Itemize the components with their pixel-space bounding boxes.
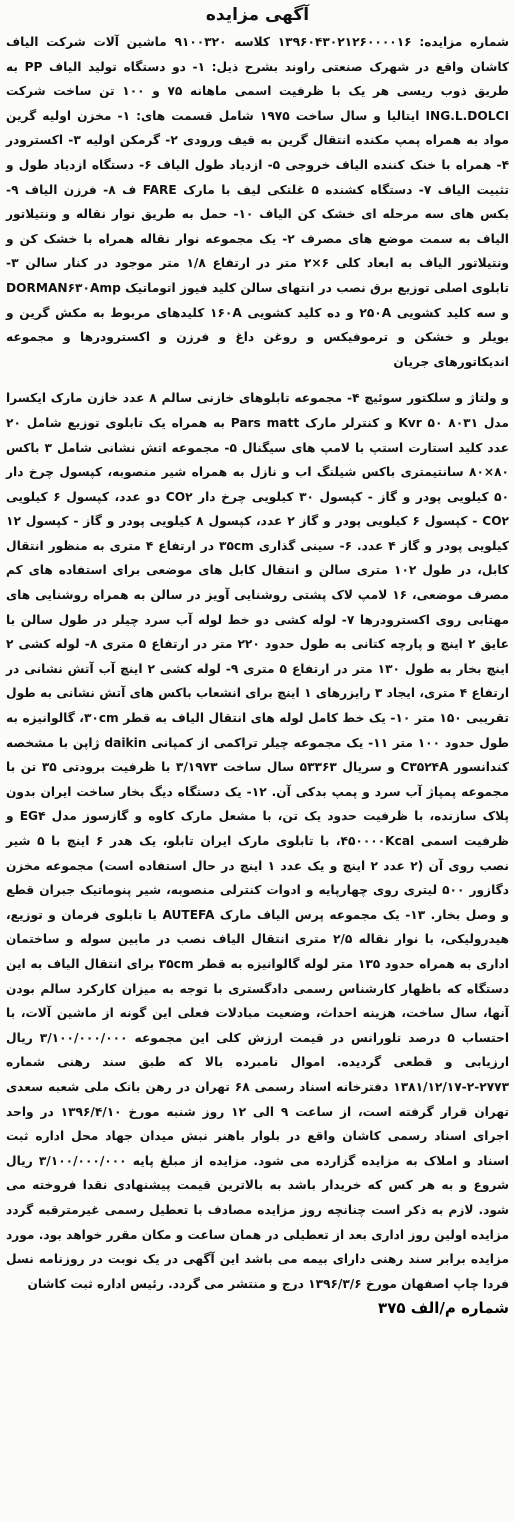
notice-reference-number: شماره م/الف ۳۷۵: [378, 1299, 509, 1318]
notice-body-part-1: شماره مزایده: ۱۳۹۶۰۴۳۰۲۱۲۶۰۰۰۰۱۶ کلاسه ۹۱۰۰۳۲۰ ماشین آلات شرکت الیاف کاشان واقع در شهرک صنعتی راوند بشرح ذیل: ۱- دو دستگاه تولید الیاف PP به طریق ذوب ریسی هر یک با ظرفیت اسمی ماهانه ۷۵ و ۱۰۰ تن ساخت شرکت ING.L.DOLCI ایتالیا و سال ساخت ۱۹۷۵ شامل قسمت های: ۱- مخزن اولیه گرین مواد به همراه پمپ مکنده انتقال گرین به قیف ورودی ۲- گرمکن اولیه ۳- اکسترودر ۴- همراه با خنک کننده الیاف خروجی ۵- ازدیاد طول الیاف ۶- دستگاه ازدیاد طول و تثبیت الیاف ۷- دستگاه کشنده ۵ غلتکی لیف با مارک FARE ف ۸- فرزن الیاف ۹- بکس های سه مرحله ای خشک کن الیاف ۱۰- حمل به طریق نوار نقاله و ونتیلاتور الیاف به سمت موضع های مصرف ۲- یک مجموعه نوار نقاله همراه با خشک کن و ونتیلاتور الیاف به ابعاد کلی ۶×۲ متر در ارتفاع ۱/۸ متر موجود در کنار سالن ۳- تابلوی اصلی توزیع برق نصب در انتهای سالن کلید فیوز اتوماتیک DORMAN۶۳۰Amp و سه کلید کشویی ۲۵۰A و ده کلید کشویی ۱۶۰A کلیدهای مربوط به مکش گرین و بویلر و خشکن و ترموفیکس و روغن داغ و فرزن و اکسترودرها و مجموعه اندیکاتورهای جریان: [6, 35, 510, 369]
column-break: [6, 374, 509, 386]
notice-title: آگهی مزایده: [205, 5, 310, 25]
notice-body-part-2: و ولتاژ و سلکتور سوئیچ ۴- مجموعه تابلوهای خازنی سالم ۸ عدد خازن مارک ایکسرا مدل ۸۰۳۱ Kvr ۵۰ و کنترلر مارک Pars matt به همراه یک تابلوی توزیع شامل ۲۰ عدد کلید استارت استپ با لامپ های سیگنال ۵- مجموعه اتش نشانی شامل ۳ باکس ۸۰×۸۰ سانتیمتری باکس شیلنگ اب و نازل به همراه شیر منصوبه، کپسول چرخ دار ۵۰ کیلویی پودر و گاز - کپسول ۳۰ کیلویی چرخ دار CO۲ دو عدد، کپسول ۶ کیلویی CO۲ - کپسول ۶ کیلویی پودر و گاز ۲ عدد، کپسول ۸ کیلویی پودر و گاز - کپسول ۱۲ کیلویی پودر و گاز ۴ عدد. ۶- سینی گذاری ۳۵cm در ارتفاع ۴ متری به منظور انتقال کابل، در طول ۱۰۲ متری سالن و انتقال کابل های موضعی برای استفاده های کم مصرف موضعی، ۱۶ لامپ لاک پشتی روشنایی آویز در سالن به همراه روشنایی های مهتابی روی اکسترودرها ۷- لوله کشی دو خط لوله آب سرد چیلر در طول سالن با عایق ۲ اینچ و پارچه کتانی به طول حدود ۲۲۰ متر در ارتفاع ۵ متری ۸- لوله کشی ۲ اینچ بخار به طول ۱۳۰ متر در ارتفاع ۵ متری ۹- لوله کشی ۲ اینچ آب آتش نشانی در ارتفاع ۴ متری، ایجاد ۳ رایزرهای ۱ اینچ برای انشعاب باکس های آتش نشانی به طول تقریبی ۱۵۰ متر ۱۰- یک خط کامل لوله های انتقال الیاف به قطر ۳۰cm، گالوانیزه به طول حدود ۱۰۰ متر ۱۱- یک مجموعه چیلر تراکمی از کمپانی daikin ژاپن با مشخصه کندانسور C۳۵۲۴A و سریال ۵۳۳۶۳ سال ساخت ۳/۱۹۷۳ با ظرفیت برودتی ۳۵ تن با مجموعه پمپاژ آب سرد و پمپ بدکی آن. ۱۲- یک دستگاه دیگ بخار ساخت ایران بدون پلاک سازنده، با ظرفیت حدود یک تن، با مشعل مارک کاوه و گازسوز مدل EG۴ و ظرفیت اسمی ۴۵۰۰۰۰Kcal، با تابلوی مارک ایران تابلو، یک هدر ۶ اینچ با ۵ شیر نصب روی آن (۲ عدد ۲ اینچ و یک عدد ۱ اینچ در حال استفاده است) مجموعه مخزن دگازور ۵۰۰ لیتری روی چهارپایه و ادوات کنترلی منصوبه، شیر پنوماتیک جبران قطع و وصل بخار. ۱۳- یک مجموعه پرس الیاف مارک AUTEFA با تابلوی فرمان و توزیع، هیدرولیکی، با نوار نقاله ۲/۵ متری انتقال الیاف نصب در مابین سوله و ساختمان اداری به همراه حدود ۱۳۵ متر لوله گالوانیزه به قطر ۳۵cm برای انتقال الیاف به این دستگاه که باظهار کارشناس رسمی دادگستری با توجه به میزان کارکرد سالم بودن آنها، سال ساخت، هزینه احداث، وضعیت مبادلات فعلی این گونه از ماشین آلات، با احتساب ۵ درصد تلورانس در قیمت ارزش کلی این مجموعه ۳/۱۰۰/۰۰۰/۰۰۰ ریال ارزیابی و قطعی گردیده. اموال نامبرده بالا که طبق سند رهنی شماره ۲۷۷۳-۲-۱۳۸۱/۱۲/۱۷ دفترخانه اسناد رسمی ۶۸ تهران در رهن بانک ملی شعبه سعدی تهران قرار گرفته است، از ساعت ۹ الی ۱۲ روز شنبه مورخ ۱۳۹۶/۴/۱۰ در واحد اجرای اسناد رسمی کاشان واقع در بلوار باهنر نبش میدان جهاد محل اداره ثبت اسناد و املاک به مزایده گزارده می شود. مزایده از مبلغ پایه ۳/۱۰۰/۰۰۰/۰۰۰ ریال شروع و به هر کس که خریدار باشد به بالاترین قیمت پیشنهادی نقدا فروخته می شود. لازم به ذکر است چنانچه روز مزایده مصادف با تعطیل رسمی غیرمترقبه گردد مزایده اولین روز اداری بعد از تعطیلی در همان ساعت و مکان مقرر خواهد بود. مورد مزایده برابر سند رهنی دارای بیمه می باشد این آگهی در یک نوبت در روزنامه نسل فردا چاپ اصفهان مورخ ۱۳۹۶/۳/۶ درج و منتشر می گردد. رئیس اداره ثبت کاشان: [6, 391, 510, 1291]
